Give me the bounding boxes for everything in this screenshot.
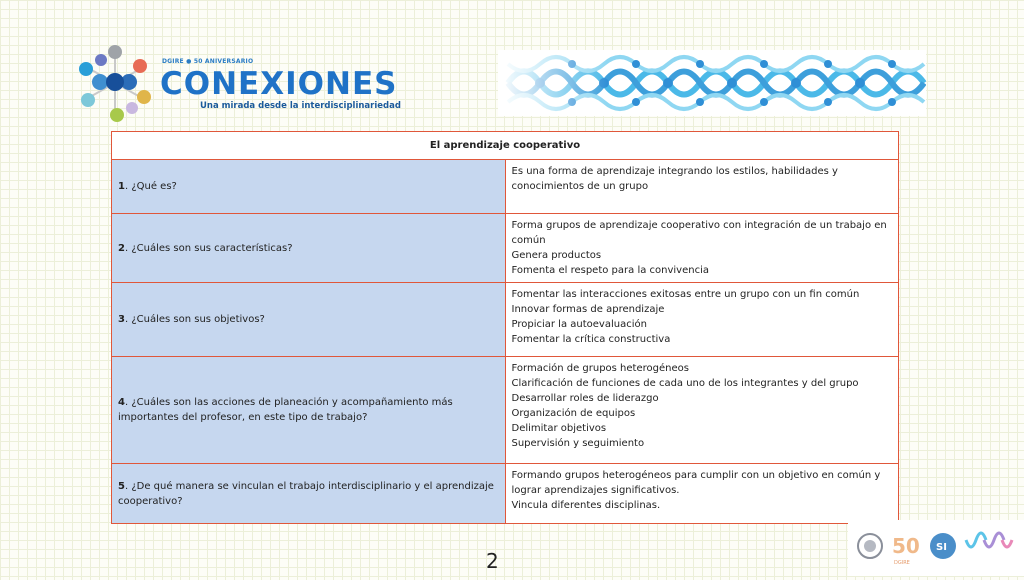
answer-line: Fomenta el respeto para la convivencia (511, 265, 709, 276)
si-logo (930, 533, 956, 559)
question-cell: 4. ¿Cuáles son las acciones de planeación y acompañamiento más importantes del profesor, en este tipo de trabajo? (112, 357, 506, 464)
answer-line: Organización de equipos (511, 408, 636, 419)
answer-cell (505, 283, 899, 357)
table-row (112, 357, 899, 464)
table-row (112, 464, 899, 524)
answer-line: Fomentar las interacciones exitosas entre un grupo con un fin común (511, 289, 860, 300)
answer-line: Forma grupos de aprendizaje cooperativo con integración de un trabajo en común (511, 220, 887, 246)
logo-superscript: DGIRE ● 50 ANIVERSARIO (162, 58, 254, 65)
cooperative-learning-table (111, 131, 899, 524)
table-row (112, 214, 899, 283)
unam-seal-icon (858, 534, 882, 558)
answer-line: Innovar formas de aprendizaje (511, 304, 665, 315)
question-text: ¿De qué manera se vinculan el trabajo interdisciplinario y el aprendizaje cooperativo? (118, 480, 494, 507)
question-number: 1 (118, 181, 125, 192)
answer-line: Fomentar la crítica constructiva (511, 334, 671, 345)
decorative-chain-band (498, 50, 926, 116)
question-cell: 2. ¿Cuáles son sus características? (112, 214, 506, 283)
question-number: 4 (118, 397, 125, 408)
answer-line: Propiciar la autoevaluación (511, 319, 647, 330)
table-row (112, 283, 899, 357)
question-text: ¿Cuáles son sus características? (131, 242, 293, 254)
answer-line: Es una forma de aprendizaje integrando los estilos, habilidades y conocimientos de un grupo (511, 166, 838, 192)
answer-line: Clarificación de funciones de cada uno de los integrantes y del grupo (511, 378, 859, 389)
question-number: 2 (118, 242, 125, 254)
logo-title: CONEXIONES (160, 66, 398, 102)
question-number: 5 (118, 480, 125, 492)
network-logo-icon (74, 42, 156, 124)
answer-line: Delimitar objetivos (511, 423, 607, 434)
question-text: ¿Qué es? (131, 181, 177, 192)
logo-50-text: 50 (892, 534, 920, 558)
answer-cell (505, 464, 899, 524)
logo-si-text: SI (936, 542, 947, 553)
footer-logos (848, 520, 1024, 576)
answer-cell (505, 357, 899, 464)
table-row (112, 160, 899, 214)
conexiones-logo (74, 42, 401, 124)
logo-tagline: Una mirada desde la interdisciplinariedad (200, 101, 401, 111)
answer-line: Formando grupos heterogéneos para cumplir con un objetivo en común y lograr aprendizajes significativos. (511, 470, 881, 496)
answer-line: Formación de grupos heterogéneos (511, 363, 689, 374)
answer-line: Vincula diferentes disciplinas. (511, 500, 661, 511)
question-text: ¿Cuáles son sus objetivos? (131, 314, 265, 325)
question-cell: 5. ¿De qué manera se vinculan el trabajo interdisciplinario y el aprendizaje cooperativo? (112, 464, 506, 524)
footer-logos-graphic (848, 520, 1024, 576)
question-cell: 1. ¿Qué es? (112, 160, 506, 214)
answer-line: Genera productos (511, 250, 602, 261)
fifty-years-logo (892, 534, 920, 566)
answer-cell (505, 214, 899, 283)
logo-dgire-text: DGIRE (894, 560, 910, 566)
page-number: 2 (486, 549, 499, 573)
conexiones-small-logo-icon (966, 533, 1012, 547)
question-cell: 3. ¿Cuáles son sus objetivos? (112, 283, 506, 357)
answer-cell (505, 160, 899, 214)
table-title: El aprendizaje cooperativo (112, 132, 899, 160)
answer-line: Desarrollar roles de liderazgo (511, 393, 659, 404)
question-text: ¿Cuáles son las acciones de planeación y acompañamiento más importantes del profesor, en este tipo de trabajo? (118, 397, 453, 423)
answer-line: Supervisión y seguimiento (511, 438, 645, 449)
question-number: 3 (118, 314, 125, 325)
